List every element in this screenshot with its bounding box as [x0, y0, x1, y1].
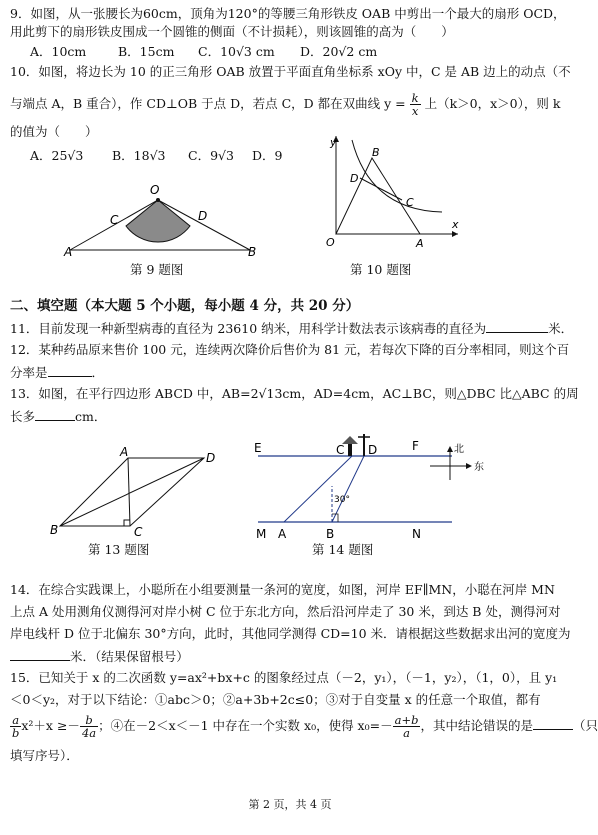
- q14-line2: 上点 A 处用测角仪测得河对岸小树 C 位于东北方向，然后沿河岸走了 30 米，到达 B 处，测得河对: [10, 604, 561, 619]
- fig14-label-m: M: [256, 527, 267, 541]
- fig10-label-d: D: [350, 172, 359, 185]
- tree-trunk: [348, 444, 352, 456]
- q13-text-a: 长多: [10, 409, 36, 424]
- fig9-label-o: O: [150, 183, 160, 197]
- fig9-label-a: A: [64, 245, 73, 259]
- q10-line2: [10, 92, 560, 117]
- q15-text-mid: x²＋x ≥－: [21, 718, 80, 733]
- fig13-label-a: A: [120, 445, 129, 459]
- fig14-label-north: 北: [454, 444, 464, 455]
- q15-fraction-apb-over-a: [393, 714, 421, 739]
- fig10-label-c: C: [406, 196, 414, 209]
- diagonal-bd: [60, 458, 204, 526]
- q15-line1: 15．已知关于 x 的二次函数 y=ax²+bx+c 的图象经过点（－2，y₁），（－1，y₂），（1，0），且 y₁: [10, 670, 558, 685]
- fig10-label-o: O: [326, 236, 335, 249]
- fig14-label-east: 东: [474, 462, 484, 473]
- fig13-label-c: C: [134, 525, 143, 539]
- q13-line1: 13．如图，在平行四边形 ABCD 中，AB=2√13cm，AD=4cm，AC⊥BC，则△DBC 比△ABC 的周: [10, 386, 579, 401]
- q10-option-c: C．9√3: [188, 148, 234, 163]
- fig14-label-a: A: [278, 527, 287, 541]
- q10-hyperbola-fraction: [410, 92, 421, 117]
- q12-line2: [10, 364, 104, 381]
- line-bd: [332, 456, 364, 522]
- fig14-label-angle: 30°: [334, 495, 350, 505]
- frac-den: a: [403, 726, 410, 740]
- tree-icon: [342, 436, 358, 444]
- q14-line1: 14．在综合实践课上，小聪所在小组要测量一条河的宽度，如图，河岸 EF∥MN，小聪在河岸 MN: [10, 582, 555, 597]
- compass-north-arrow: [447, 446, 453, 452]
- line-ac: [284, 456, 352, 522]
- q15-fraction-b-over-4a: [80, 714, 98, 739]
- q9-line2: 用此剪下的扇形铁皮围成一个圆锥的侧面（不计损耗），则该圆锥的高为（ ）: [10, 24, 454, 39]
- q9-option-b: B．15cm: [118, 44, 175, 59]
- q15-line2: ＜0＜y₂，对于以下结论：①abc＞0；②a+3b+2c≤0；③对于自变量 x 的任意一个取值，都有: [10, 692, 541, 707]
- fig13-label-b: B: [50, 523, 59, 537]
- q10-option-d: D．9: [252, 148, 283, 163]
- fig14-label-c: C: [336, 443, 345, 457]
- q11-text-b: 米．: [548, 321, 574, 336]
- q13-answer-blank[interactable]: [35, 408, 75, 421]
- fig10-label-b: B: [372, 146, 380, 159]
- q11-text-a: 11．目前发现一种新型病毒的直径为 23610 纳米，用科学计数法表示该病毒的直径为: [10, 321, 487, 336]
- q14-answer-blank[interactable]: [10, 648, 70, 661]
- segment-cd: [360, 178, 402, 200]
- diagonal-ac: [128, 458, 130, 526]
- fig14-label-d: D: [368, 443, 378, 457]
- q9-option-d: D．20√2 cm: [300, 44, 378, 59]
- fig14-label-n: N: [412, 527, 421, 541]
- q15-line4: 填写序号）．: [10, 748, 79, 763]
- fig14-label-b: B: [326, 527, 335, 541]
- q10-option-a: A．25√3: [30, 148, 84, 163]
- page-footer: 第 2 页，共 4 页: [248, 798, 332, 811]
- q12-text-a: 分率是: [10, 365, 48, 380]
- q12-text-b: ．: [91, 365, 105, 380]
- q12-answer-blank[interactable]: [48, 364, 92, 377]
- q14-text-b: 米．（结果保留根号）: [70, 649, 189, 664]
- q11-answer-blank[interactable]: [486, 320, 548, 333]
- frac-num: k: [411, 91, 419, 105]
- q15-fraction-a-over-b: [10, 714, 21, 739]
- frac-den: 4a: [81, 726, 97, 740]
- fig13-label-d: D: [206, 451, 216, 465]
- q15-text-e: ，其中结论错误的是: [420, 718, 533, 733]
- fig10-label-a: A: [416, 237, 424, 250]
- frac-den: b: [12, 726, 20, 740]
- section-2-title: 二、填空题（本大题 5 个小题，每小题 4 分，共 20 分）: [10, 298, 360, 314]
- q15-line3: [10, 714, 598, 739]
- q11-line: [10, 320, 573, 337]
- fig9-label-d: D: [198, 209, 208, 223]
- q13-text-b: cm．: [75, 409, 107, 424]
- figure-13: [46, 446, 226, 538]
- q13-line2: [10, 408, 106, 425]
- q10-line3: 的值为（ ）: [10, 124, 98, 139]
- fig14-label-e: E: [254, 441, 262, 455]
- fig9-label-c: C: [110, 213, 119, 227]
- q9-line1: 9．如图，从一张腰长为60cm，顶角为120°的等腰三角形铁皮 OAB 中剪出一个最大的扇形 OCD，: [10, 6, 566, 21]
- fig14-caption: 第 14 题图: [312, 542, 374, 557]
- q10-option-b: B．18√3: [112, 148, 166, 163]
- q10-line1: 10．如图，将边长为 10 的正三角形 OAB 放置于平面直角坐标系 xOy 中，C 是 AB 边上的动点（不: [10, 64, 571, 79]
- fig10-label-x: x: [452, 218, 459, 231]
- fig9-caption: 第 9 题图: [130, 262, 184, 277]
- fig14-label-f: F: [412, 439, 419, 453]
- figure-14: [252, 430, 502, 540]
- q14-line3: 岸电线杆 D 位于北偏东 30°方向，此时，其他同学测得 CD=10 米．请根据这些数据求出河的宽度为: [10, 626, 571, 641]
- frac-num: b: [80, 714, 98, 727]
- compass-east-arrow: [466, 463, 472, 469]
- frac-num: a+b: [394, 713, 419, 727]
- q9-option-c: C．10√3 cm: [198, 44, 275, 59]
- figure-10: [316, 128, 466, 260]
- fig9-label-b: B: [248, 245, 257, 259]
- q14-line4: [10, 648, 189, 665]
- right-angle-mark: [124, 520, 130, 526]
- q10-line2-b: 上（k＞0，x＞0），则 k: [424, 96, 561, 111]
- frac-num: a: [10, 714, 21, 727]
- hyperbola-curve: [352, 140, 442, 212]
- fig10-label-y: y: [330, 136, 337, 149]
- vertex-o: [156, 198, 160, 202]
- q12-line1: 12．某种药品原来售价 100 元，连续两次降价后售价为 81 元，若每次下降的百分率相同，则这个百: [10, 342, 570, 357]
- x-axis-arrow: [452, 231, 458, 237]
- q15-text-f: （只: [572, 718, 598, 733]
- figure-9: [60, 182, 270, 262]
- fig10-caption: 第 10 题图: [350, 262, 412, 277]
- q15-text-c: ；④在－2＜x＜－1 中存在一个实数 x₀，使得 x₀=－: [98, 718, 393, 733]
- q9-option-a: A．10cm: [30, 44, 87, 59]
- q10-line2-a: 与端点 A，B 重合），作 CD⊥OB 于点 D，若点 C，D 都在双曲线 y =: [10, 96, 406, 111]
- frac-den: x: [411, 104, 419, 118]
- q15-answer-blank[interactable]: [533, 717, 573, 730]
- sector-ocd: [126, 200, 190, 242]
- fig13-caption: 第 13 题图: [88, 542, 150, 557]
